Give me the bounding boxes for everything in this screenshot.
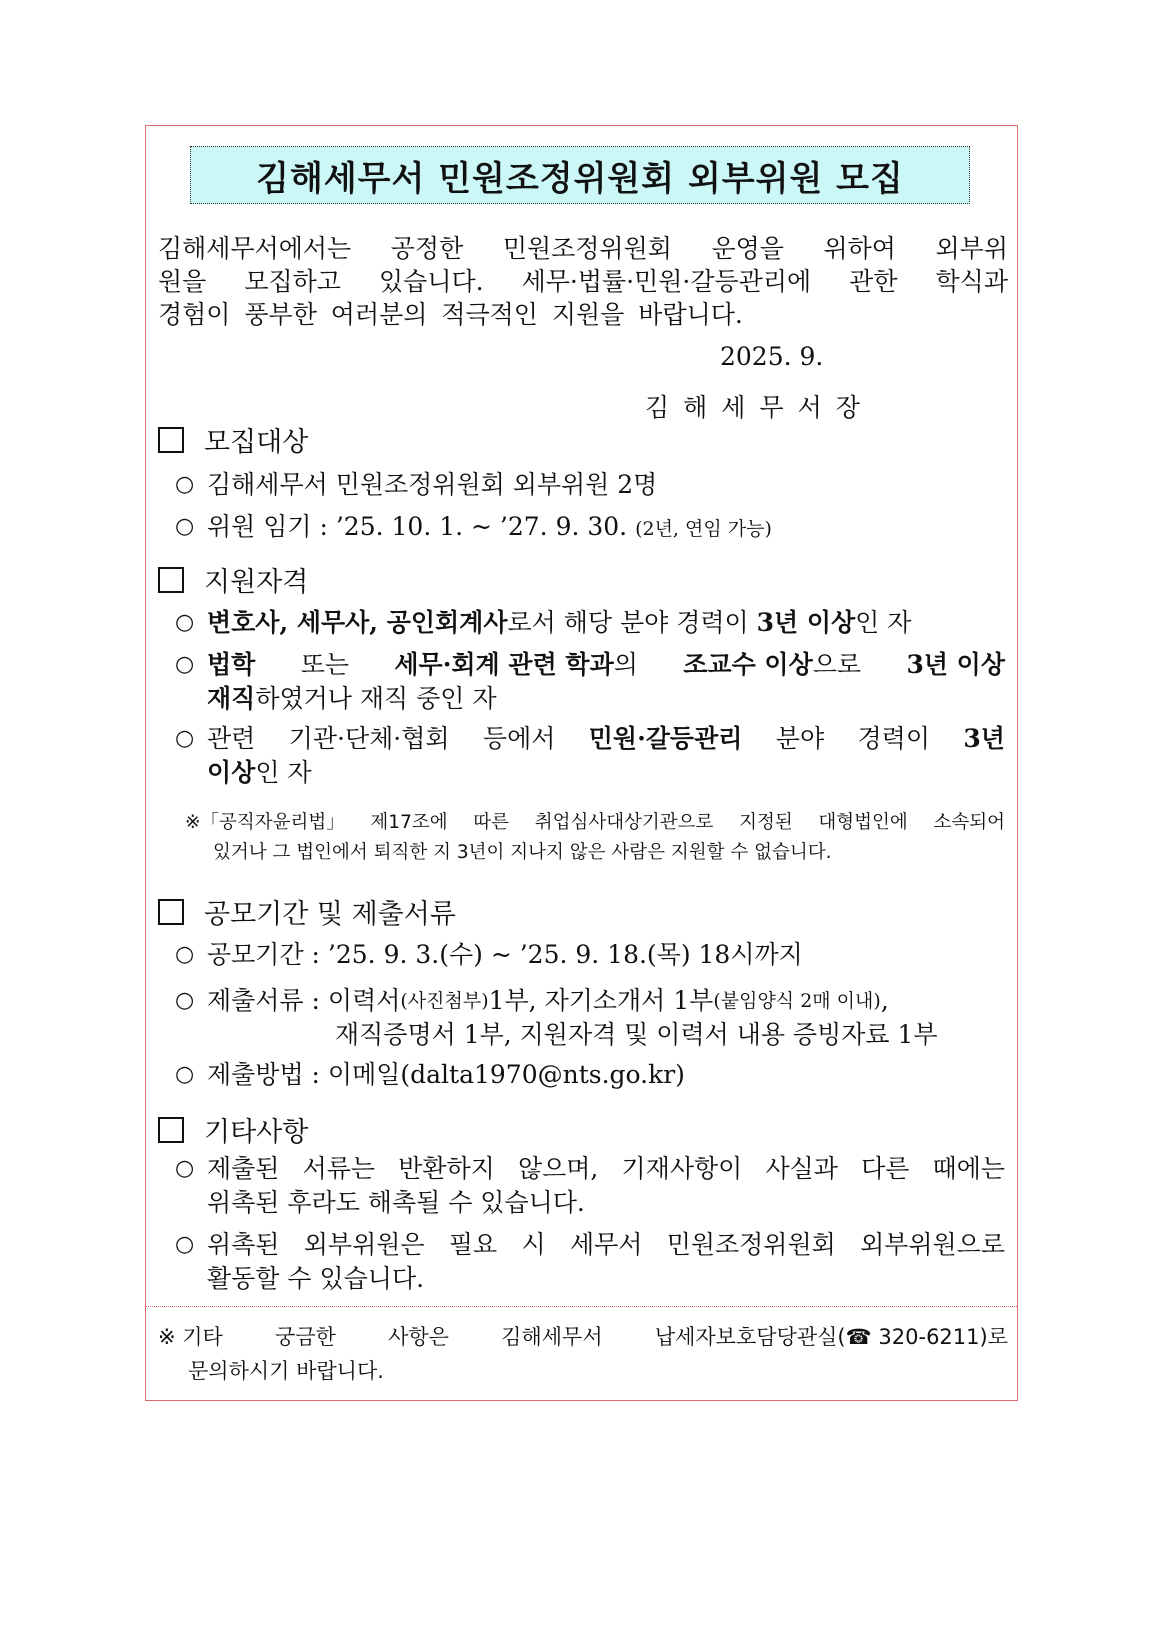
item-word: 서류는 — [302, 1154, 376, 1183]
item-word: 다른 — [861, 1154, 910, 1183]
item-word: 필요 — [448, 1230, 498, 1259]
item-word: 세무·회계 관련 학과 — [394, 650, 614, 679]
item-word: 의 — [613, 650, 638, 679]
list-item — [175, 938, 1005, 972]
footer-word: ※ 기타 — [158, 1325, 223, 1349]
list-item — [175, 1058, 1005, 1092]
item-word: 세무서 — [569, 1230, 643, 1259]
divider — [146, 1306, 1017, 1307]
item-word: 법학 — [207, 650, 256, 679]
item-word: 민원조정위원회 — [666, 1230, 836, 1259]
intro-word: 위하여 — [823, 234, 896, 263]
term-period: 위원 임기 : ’25. 10. 1. ~ ’27. 9. 30. — [207, 512, 628, 541]
intro-line: 경험이 풍부한 여러분의 적극적인 지원을 바랍니다. — [158, 300, 743, 329]
item-text: 제출방법 : 이메일(dalta1970@nts.go.kr) — [207, 1060, 685, 1089]
note-word: 취업심사대상기관으로 — [534, 812, 714, 833]
note-word: 지정된 — [739, 812, 793, 833]
item-word: 제출된 — [207, 1154, 280, 1183]
item-word: 경력이 — [857, 724, 930, 753]
item-text-small: (사진첨부) — [400, 990, 489, 1012]
list-item — [175, 468, 1005, 502]
item-word: 외부위원은 — [303, 1230, 425, 1259]
page-title: 김해세무서 민원조정위원회 외부위원 모집 — [190, 146, 970, 204]
note-word: 소속되어 — [933, 812, 1005, 833]
checkbox-empty-icon — [158, 899, 184, 925]
item-text: 하였거나 재직 중인 자 — [255, 684, 497, 713]
note-word: 따른 — [473, 812, 510, 833]
item-word: 기관·단체·협회 — [288, 724, 450, 753]
item-word: 민원·갈등관리 — [588, 724, 743, 753]
eligibility-note — [185, 808, 1005, 868]
section-heading-etc — [158, 1110, 308, 1149]
item-text-bold: 이상 — [207, 758, 256, 787]
section-heading-period — [158, 892, 456, 931]
intro-word: 민원조정위원회 — [502, 234, 672, 263]
item-text-bold: 3년 이상 — [756, 608, 856, 637]
item-text: 재직증명서 1부, 지원자격 및 이력서 내용 증빙자료 1부 — [335, 1020, 938, 1049]
item-word: 조교수 이상 — [683, 650, 813, 679]
item-text: 위촉된 후라도 해촉될 수 있습니다. — [207, 1188, 585, 1217]
item-text: 제출서류 : 이력서 — [207, 986, 401, 1015]
checkbox-empty-icon — [158, 1117, 184, 1143]
item-word: 위촉된 — [207, 1230, 280, 1259]
circle-bullet-icon: ○ — [175, 1156, 195, 1181]
section-heading-recruit — [158, 420, 308, 459]
item-word: 으로 — [812, 650, 862, 679]
item-word: 또는 — [300, 650, 350, 679]
list-item — [175, 1228, 1005, 1296]
item-word: 않으며, — [517, 1154, 599, 1183]
list-item — [175, 1152, 1005, 1220]
intro-word: 원을 — [158, 267, 207, 296]
section-heading-qualify — [158, 560, 308, 599]
item-text: 로서 해당 분야 경력이 — [507, 608, 757, 637]
circle-bullet-icon: ○ — [175, 1062, 195, 1087]
item-text-bold: 재직 — [207, 684, 256, 713]
list-item — [175, 984, 1005, 1052]
item-text: 공모기간 : ’25. 9. 3.(수) ~ ’25. 9. 18.(목) 18시까지 — [207, 940, 803, 969]
term-note: (2년, 연임 가능) — [635, 518, 772, 540]
footer-note — [158, 1320, 1008, 1388]
circle-bullet-icon: ○ — [175, 988, 195, 1013]
intro-word: 세무·법률·민원·갈등관리에 — [521, 267, 812, 296]
item-word: 관련 — [207, 724, 256, 753]
item-word: 사실과 — [765, 1154, 838, 1183]
item-text: 김해세무서 민원조정위원회 외부위원 2명 — [207, 470, 658, 499]
section-heading-label: 기타사항 — [204, 1117, 309, 1148]
intro-word: 외부위 — [935, 234, 1008, 263]
note-line: 있거나 그 법인에서 퇴직한 지 3년이 지나지 않은 사람은 지원할 수 없습니다. — [213, 842, 832, 863]
section-heading-label: 모집대상 — [204, 427, 309, 458]
section-heading-label: 공모기간 및 제출서류 — [204, 899, 456, 930]
footer-word: 사항은 — [388, 1325, 449, 1349]
circle-bullet-icon: ○ — [175, 514, 195, 539]
signer: 김해세무서장 — [645, 393, 874, 422]
item-text-bold: 변호사, 세무사, 공인회계사 — [207, 608, 508, 637]
note-word: 제17조에 — [370, 812, 448, 833]
circle-bullet-icon: ○ — [175, 1232, 195, 1257]
intro-word: 운영을 — [711, 234, 784, 263]
footer-line: 문의하시기 바랍니다. — [188, 1359, 384, 1383]
list-item — [175, 606, 1005, 640]
list-item — [175, 648, 1005, 716]
item-text: 인 자 — [855, 608, 912, 637]
footer-word: 김해세무서 — [501, 1325, 603, 1349]
circle-bullet-icon: ○ — [175, 610, 195, 635]
item-word: 때에는 — [932, 1154, 1005, 1183]
intro-word: 공정한 — [390, 234, 464, 263]
footer-contact: 납세자보호담당관실(☎ 320-6211)로 — [654, 1325, 1008, 1349]
item-word: 등에서 — [482, 724, 556, 753]
intro-word: 관한 — [849, 267, 898, 296]
section-heading-label: 지원자격 — [204, 567, 309, 598]
item-word: 기재사항이 — [621, 1154, 743, 1183]
checkbox-empty-icon — [158, 427, 184, 453]
item-text: 활동할 수 있습니다. — [207, 1264, 425, 1293]
circle-bullet-icon: ○ — [175, 726, 195, 751]
intro-word: 학식과 — [935, 267, 1008, 296]
item-word: 반환하지 — [398, 1154, 495, 1183]
item-text-small: (붙임양식 2매 이내) — [713, 990, 881, 1012]
item-word: 분야 — [775, 724, 825, 753]
notice-date: 2025. 9. — [720, 342, 824, 371]
list-item — [175, 722, 1005, 790]
intro-word: 있습니다. — [379, 267, 484, 296]
item-text: , — [880, 986, 889, 1015]
circle-bullet-icon: ○ — [175, 472, 195, 497]
item-text: 인 자 — [255, 758, 312, 787]
intro-paragraph — [158, 232, 1008, 331]
checkbox-empty-icon — [158, 567, 184, 593]
note-word: ※「공직자윤리법」 — [185, 812, 345, 833]
item-text: 1부, 자기소개서 1부 — [488, 986, 714, 1015]
circle-bullet-icon: ○ — [175, 652, 195, 677]
intro-word: 모집하고 — [244, 267, 341, 296]
item-word: 3년 — [963, 724, 1005, 753]
list-item — [175, 510, 1005, 546]
item-word: 3년 이상 — [906, 650, 1005, 679]
intro-word: 김해세무서에서는 — [158, 234, 352, 263]
item-word: 시 — [521, 1230, 546, 1259]
note-word: 대형법인에 — [818, 812, 908, 833]
circle-bullet-icon: ○ — [175, 942, 195, 967]
footer-word: 궁금한 — [275, 1325, 336, 1349]
item-word: 외부위원으로 — [860, 1230, 1005, 1259]
